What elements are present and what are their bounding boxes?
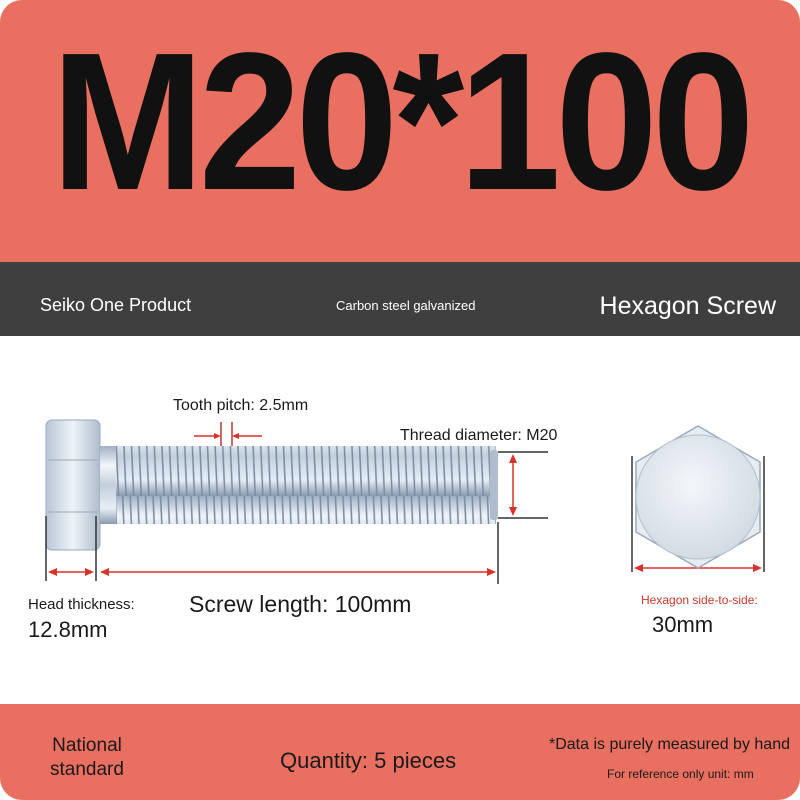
hexagon-end-view	[636, 426, 760, 568]
title-banner	[0, 0, 800, 262]
bolt-illustration	[0, 336, 800, 704]
national-line-2: standard	[50, 759, 124, 780]
hex-side-label: Hexagon side-to-side:	[641, 593, 758, 607]
bolt-diagram	[0, 336, 800, 704]
thread-diameter-label: Thread diameter: M20	[400, 427, 558, 444]
unit-note: For reference only unit: mm	[607, 767, 754, 781]
footer-banner	[0, 704, 800, 800]
national-line-1: National	[52, 735, 122, 756]
info-bar	[0, 262, 800, 336]
material-text: Carbon steel galvanized	[336, 298, 476, 313]
product-type-text: Hexagon Screw	[599, 292, 776, 320]
quantity-text: Quantity: 5 pieces	[280, 748, 457, 773]
bolt-shank	[116, 446, 496, 524]
bolt-head	[46, 420, 116, 550]
measurement-note: *Data is purely measured by hand	[548, 736, 790, 753]
tooth-pitch-label: Tooth pitch: 2.5mm	[173, 397, 309, 414]
head-thickness-label: Head thickness:	[28, 596, 135, 613]
head-thickness-value: 12.8mm	[28, 617, 108, 642]
screw-length-label: Screw length: 100mm	[189, 591, 412, 617]
national-standard-text	[50, 734, 124, 782]
hex-side-value: 30mm	[652, 612, 714, 637]
product-title: M20*100	[50, 12, 750, 231]
brand-text: Seiko One Product	[40, 295, 192, 315]
